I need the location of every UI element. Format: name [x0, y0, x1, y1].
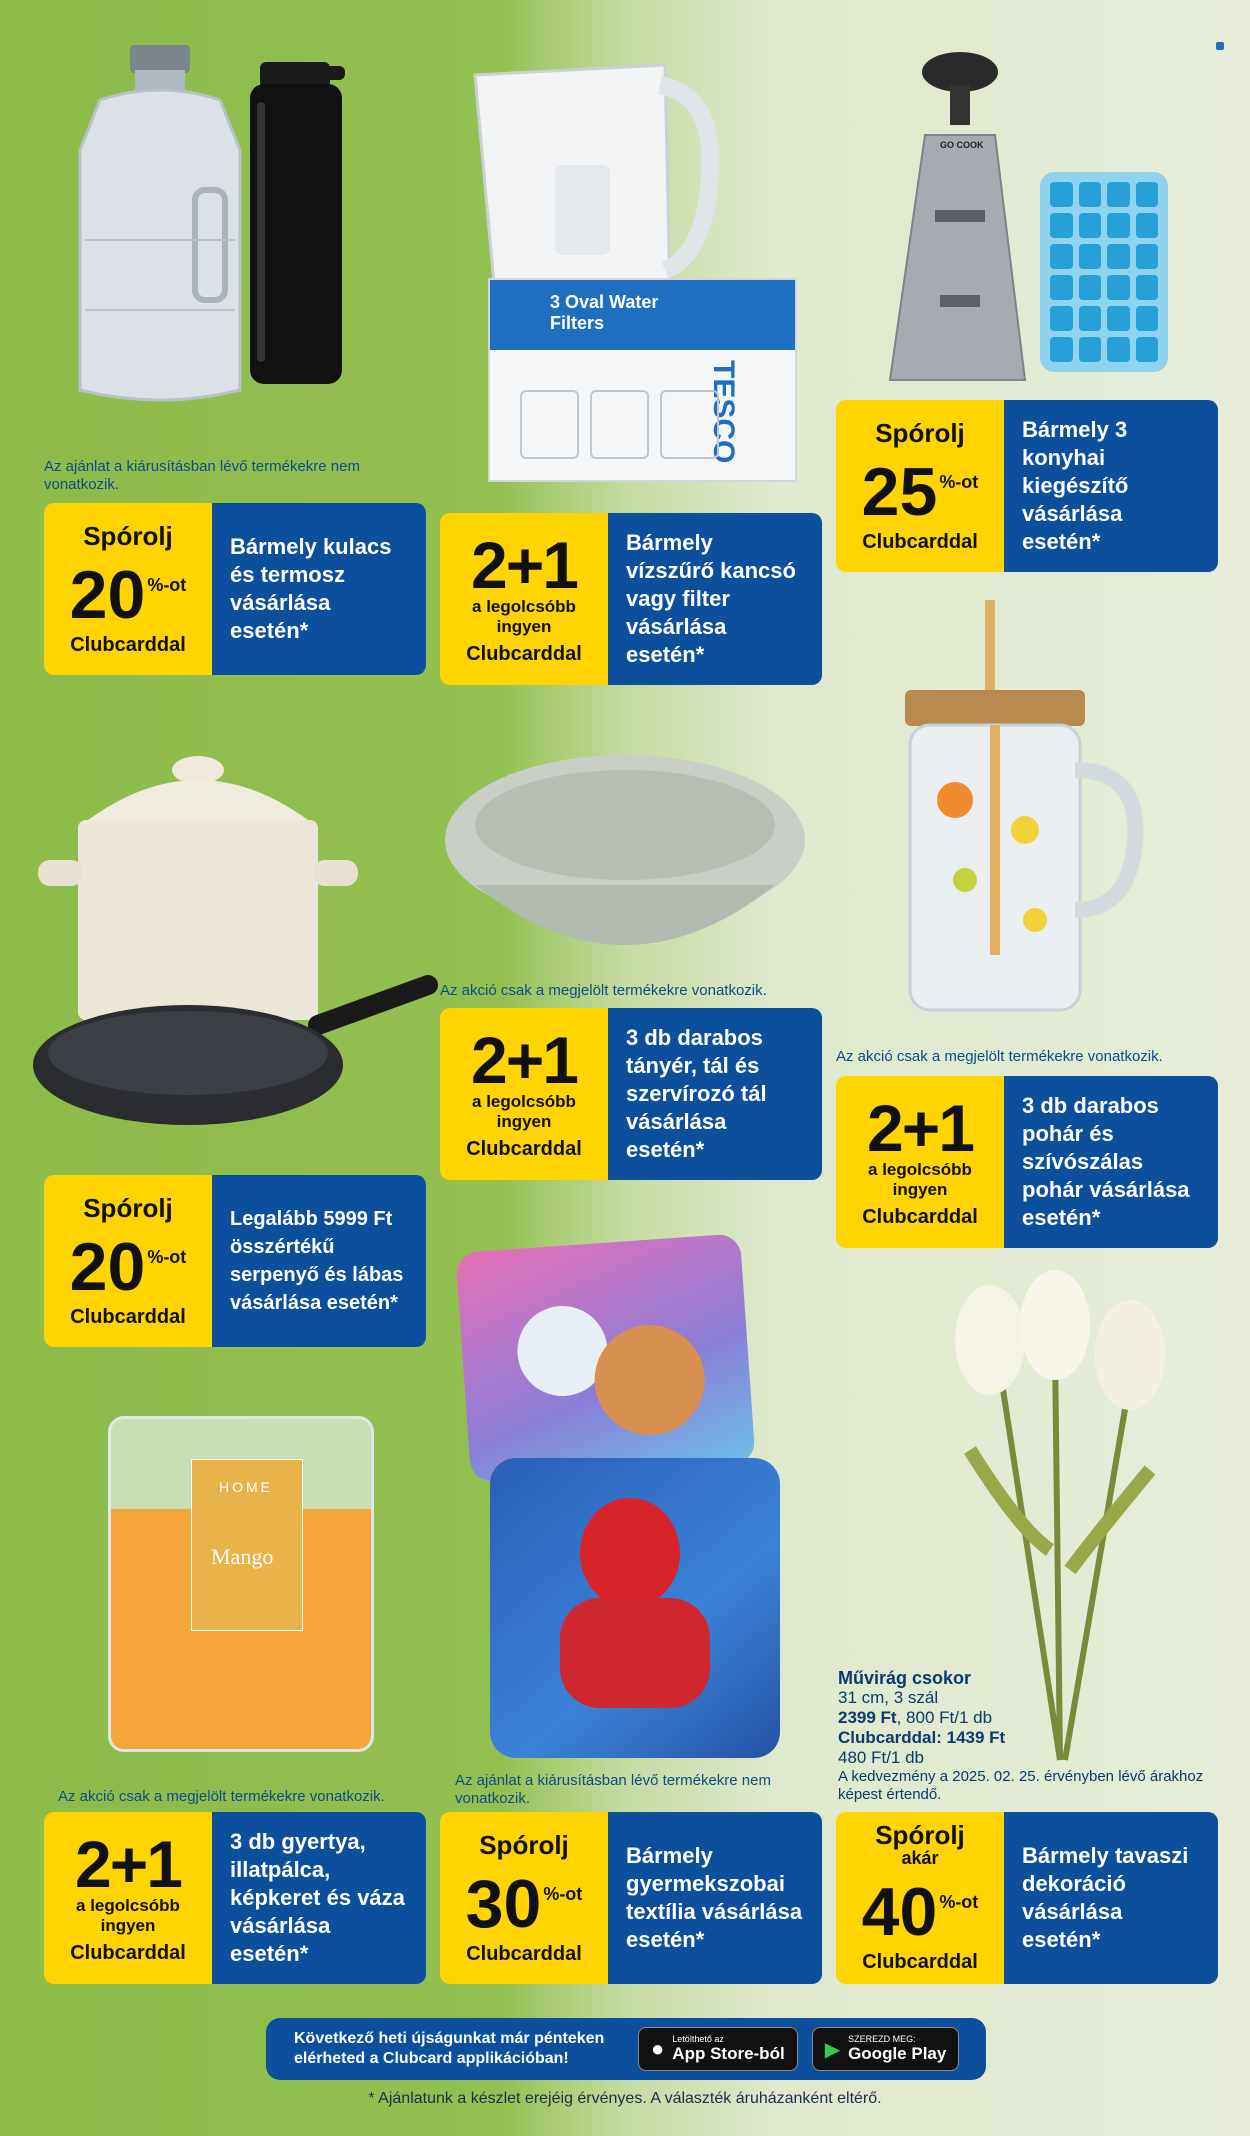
- candle-scent: Mango: [211, 1544, 274, 1569]
- candle-brand: HOME: [219, 1479, 273, 1495]
- product-cc-price: Clubcarddal: 1439 Ft: [838, 1728, 1006, 1747]
- product-disclaimer: A kedvezmény a 2025. 02. 25. érvényben lévő árakhoz képest értendő.: [838, 1768, 1204, 1803]
- deal-9-percent: 40 %-ot: [861, 1874, 979, 1950]
- google-play-small: SZEREZD MEG:: [848, 2034, 916, 2044]
- water-bottle-image: [60, 40, 260, 410]
- deal-3-label: Spórolj: [875, 418, 965, 448]
- apple-icon: ●: [651, 2036, 665, 2061]
- app-banner: [266, 2018, 986, 2080]
- product-price-line: 2399 Ft, 800 Ft/1 db: [838, 1708, 993, 1727]
- frying-pan-image: [28, 975, 438, 1165]
- thermos-image: [245, 62, 355, 392]
- note-1: Az ajánlat a kiárusításban lévő termékekre nem vonatkozik.: [44, 458, 360, 493]
- google-play-button[interactable]: [812, 2027, 960, 2071]
- mason-jar-image: [895, 600, 1155, 1020]
- product-name: Művirág csokor: [838, 1668, 972, 1688]
- filter-box-title: 3 Oval Water Filters: [550, 292, 659, 333]
- pillow-paw-patrol-image: [455, 1233, 755, 1482]
- deal-9-clubcard: Clubcarddal: [862, 1951, 978, 1973]
- deal-2: [440, 513, 822, 685]
- note-3: Az akció csak a megjelölt termékekre vonatkozik.: [836, 1048, 1163, 1065]
- grater-image: [880, 50, 1030, 390]
- candle-image: [108, 1416, 374, 1752]
- deal-3-clubcard: Clubcarddal: [862, 531, 978, 553]
- filter-jug-image: [455, 55, 725, 305]
- ice-tray-image: [1040, 172, 1168, 372]
- app-store-big: App Store-ból: [672, 2044, 785, 2063]
- app-store-small: Letölthető az: [672, 2034, 724, 2044]
- deal-8: [440, 1812, 822, 1984]
- deal-8-clubcard: Clubcarddal: [466, 1943, 582, 1965]
- deal-8-text: Bármely gyermekszobai textília vásárlása esetén*: [608, 1812, 822, 1984]
- deal-2-clubcard: Clubcarddal: [466, 642, 582, 665]
- deal-5-text: 3 db darabos pohár és szívószálas pohár vásárlása esetén*: [1004, 1076, 1218, 1248]
- deal-7-text: 3 db gyertya, illatpálca, képkeret és váza vásárlása esetén*: [212, 1812, 426, 1984]
- deal-4-offer: 2+1: [471, 1022, 577, 1097]
- deal-7-free: a legolcsóbb ingyen: [76, 1895, 180, 1935]
- deal-3-percent: 25 %-ot: [861, 454, 979, 530]
- deal-8-percent: 30 %-ot: [465, 1866, 583, 1942]
- note-5: Az ajánlat a kiárusításban lévő termékekre nem vonatkozik.: [455, 1772, 771, 1807]
- deal-7-clubcard: Clubcarddal: [70, 1941, 186, 1964]
- deal-9: [836, 1812, 1218, 1984]
- tesco-logo: TESCO: [707, 360, 740, 464]
- deal-6-label: Spórolj: [83, 1193, 173, 1223]
- deal-9-akar: akár: [901, 1848, 939, 1868]
- corner-mark-icon: [1216, 42, 1224, 50]
- deal-1-percent: 20 %-ot: [69, 557, 187, 633]
- deal-9-text: Bármely tavaszi dekoráció vásárlása esetén*: [1004, 1812, 1218, 1984]
- deal-4-free: a legolcsóbb ingyen: [472, 1091, 576, 1131]
- deal-6-percent: 20 %-ot: [69, 1229, 187, 1305]
- app-banner-text: Következő heti újságunkat már pénteken elérheted a Clubcard applikációban!: [294, 2030, 605, 2067]
- deal-7: [44, 1812, 426, 1984]
- deal-8-label: Spórolj: [479, 1830, 569, 1860]
- deal-1: [44, 503, 426, 675]
- deal-1-text: Bármely kulacs és termosz vásárlása esetén*: [212, 503, 426, 675]
- deal-2-free: a legolcsóbb ingyen: [472, 596, 576, 636]
- note-2: Az akció csak a megjelölt termékekre vonatkozik.: [440, 982, 767, 999]
- bowl-image: [435, 745, 815, 985]
- grater-brand: GO COOK: [940, 140, 984, 150]
- deal-1-label: Spórolj: [83, 521, 173, 551]
- deal-4: [440, 1008, 822, 1180]
- deal-9-label: Spórolj: [875, 1820, 965, 1850]
- deal-2-offer: 2+1: [471, 527, 577, 602]
- deal-5-offer: 2+1: [867, 1090, 973, 1165]
- deal-5-free: a legolcsóbb ingyen: [868, 1159, 972, 1199]
- deal-6: [44, 1175, 426, 1347]
- deal-4-clubcard: Clubcarddal: [466, 1137, 582, 1160]
- deal-1-clubcard: Clubcarddal: [70, 634, 186, 656]
- note-4: Az akció csak a megjelölt termékekre vonatkozik.: [58, 1788, 385, 1805]
- filter-box-image: [488, 278, 797, 482]
- product-info: [838, 1668, 1218, 1804]
- deal-7-offer: 2+1: [75, 1826, 181, 1901]
- deal-5-clubcard: Clubcarddal: [862, 1205, 978, 1228]
- google-play-icon: ▶: [824, 2038, 841, 2061]
- footer-note: * Ajánlatunk a készlet erejéig érvényes. A választék áruházanként eltérő.: [368, 2090, 882, 2107]
- product-size: 31 cm, 3 szál: [838, 1688, 939, 1707]
- product-cc-unit: 480 Ft/1 db: [838, 1748, 925, 1767]
- deal-2-text: Bármely vízszűrő kancsó vagy filter vásárlása esetén*: [608, 513, 822, 685]
- deal-6-clubcard: Clubcarddal: [70, 1306, 186, 1328]
- app-store-button[interactable]: [638, 2027, 798, 2071]
- pillow-spiderman-image: [490, 1458, 780, 1758]
- deal-4-text: 3 db darabos tányér, tál és szervírozó tál vásárlása esetén*: [608, 1008, 822, 1180]
- deal-6-text: Legalább 5999 Ft összértékű serpenyő és lábas vásárlása esetén*: [212, 1175, 426, 1347]
- deal-3: [836, 400, 1218, 572]
- deal-5: [836, 1076, 1218, 1248]
- deal-3-text: Bármely 3 konyhai kiegészítő vásárlása esetén*: [1004, 400, 1218, 572]
- google-play-big: Google Play: [848, 2044, 947, 2063]
